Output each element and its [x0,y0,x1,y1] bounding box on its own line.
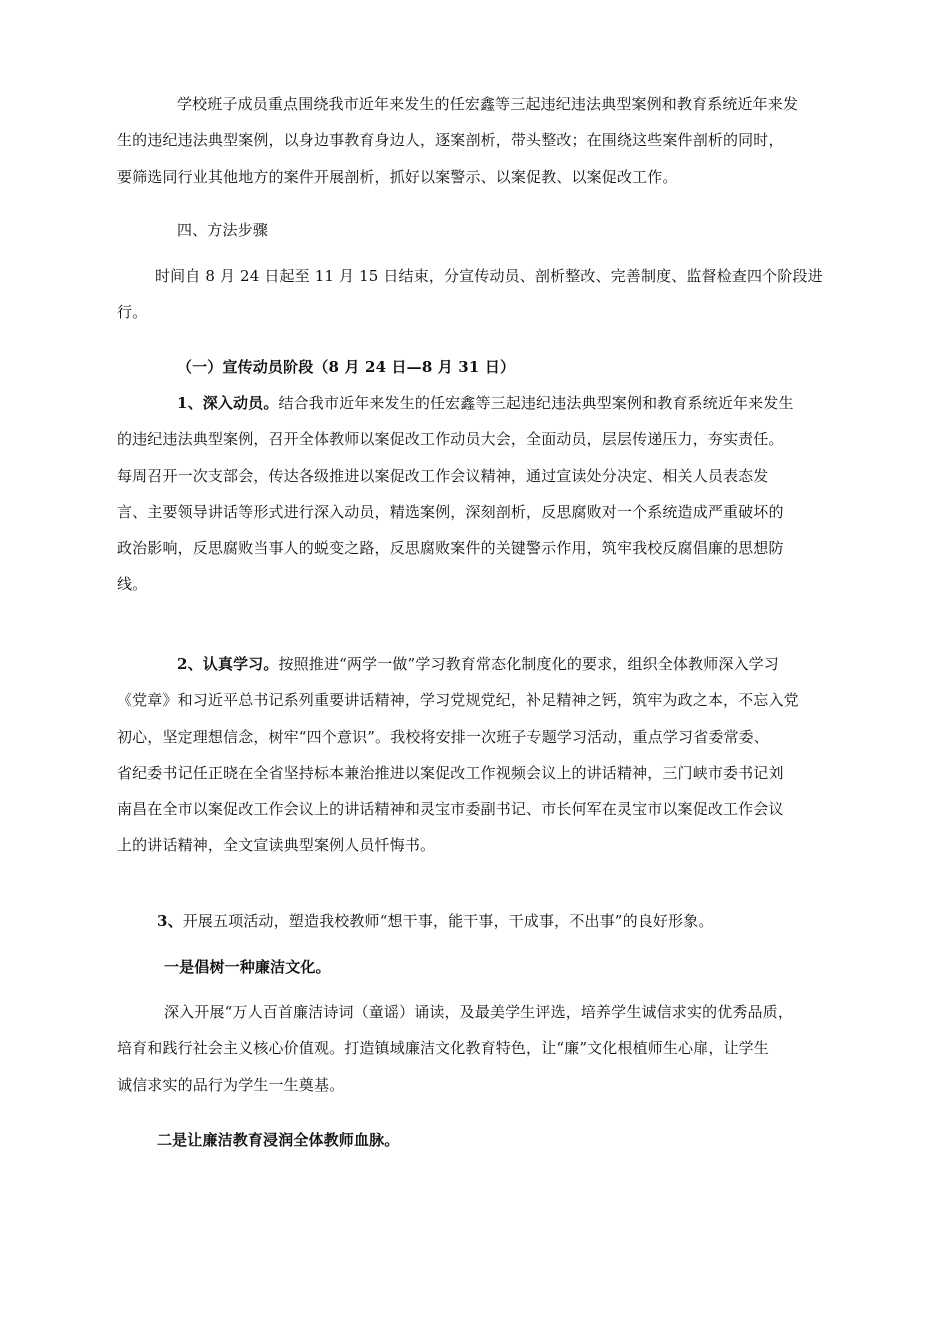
text-line: 生的违纪违法典型案例，以身边事教育身边人，逐案剖析，带头整改；在围绕这些案件剖析的同时， [117,131,784,150]
text-line: 学校班子成员重点围绕我市近年来发生的任宏鑫等三起违纪违法典型案例和教育系统近年来发 [177,95,799,113]
paragraph-case-analysis [117,86,835,195]
activity-heading-teacher-education [117,1122,835,1158]
heading-text: （一）宣传动员阶段（8 月 24 日—8 月 31 日） [177,358,516,376]
text-line: 诚信求实的品行为学生一生奠基。 [117,1075,345,1094]
heading-text: 一是倡树一种廉洁文化。 [164,958,331,976]
heading-text: 四、方法步骤 [177,221,268,239]
item-five-activities [117,903,835,939]
activity-heading-clean-culture [117,949,835,985]
text-line: 结合我市近年来发生的任宏鑫等三起违纪违法典型案例和教育系统近年来发生 [278,394,794,412]
stage-heading-publicity [117,349,835,385]
text-line: 行。 [117,303,148,322]
text-line: 的违纪违法典型案例，召开全体教师以案促改工作动员大会，全面动员，层层传递压力，夯实责任。 [117,430,784,449]
text-line: 政治影响，反思腐败当事人的蜕变之路，反思腐败案件的关键警示作用，筑牢我校反腐倡廉的思想防 [117,539,784,558]
text-line: 南昌在全市以案促改工作会议上的讲话精神和灵宝市委副书记、市长何军在灵宝市以案促改工作会议 [117,800,784,819]
text-line: 开展五项活动，塑造我校教师“想干事，能干事，干成事，不出事”的良好形象。 [182,912,714,930]
heading-text: 二是让廉洁教育浸润全体教师血脉。 [157,1131,400,1149]
text-line: 上的讲话精神，全文宣读典型案例人员忏悔书。 [117,836,436,855]
text-line: 《党章》和习近平总书记系列重要讲话精神，学习党规党纪，补足精神之钙，筑牢为政之本，不忘入党 [117,691,799,710]
paragraph-clean-culture [117,994,835,1103]
item-mobilization [117,385,835,603]
text-line: 线。 [117,575,148,594]
text-line: 深入开展“万人百首廉洁诗词（童谣）诵读，及最美学生评选，培养学生诚信求实的优秀品质， [164,1003,793,1021]
text-line: 时间自 8 月 24 日起至 11 月 15 日结束，分宣传动员、剖析整改、完善制度、监督检查四个阶段进 [155,267,823,285]
text-line: 按照推进“两学一做”学习教育常态化制度化的要求，组织全体教师深入学习 [278,655,779,673]
item-title: 3、 [157,912,183,930]
text-line: 培育和践行社会主义核心价值观。打造镇域廉洁文化教育特色，让“廉”文化根植师生心扉，让学生 [117,1039,769,1058]
text-line: 言、主要领导讲话等形式进行深入动员，精选案例，深刻剖析，反思腐败对一个系统造成严重破坏的 [117,502,784,521]
text-line: 初心，坚定理想信念，树牢“四个意识”。我校将安排一次班子专题学习活动，重点学习省委常委、 [117,727,769,746]
item-study [117,646,835,864]
item-title: 2、认真学习。 [177,655,279,673]
text-line: 要筛选同行业其他地方的案件开展剖析，抓好以案警示、以案促教、以案促改工作。 [117,167,678,186]
text-line: 每周召开一次支部会，传达各级推进以案促改工作会议精神，通过宣读处分决定、相关人员表态发 [117,466,769,485]
paragraph-timeline [117,258,835,331]
section-heading-methods [117,212,835,248]
item-title: 1、深入动员。 [177,394,279,412]
text-line: 省纪委书记任正晓在全省坚持标本兼治推进以案促改工作视频会议上的讲话精神，三门峡市委书记刘 [117,763,784,782]
